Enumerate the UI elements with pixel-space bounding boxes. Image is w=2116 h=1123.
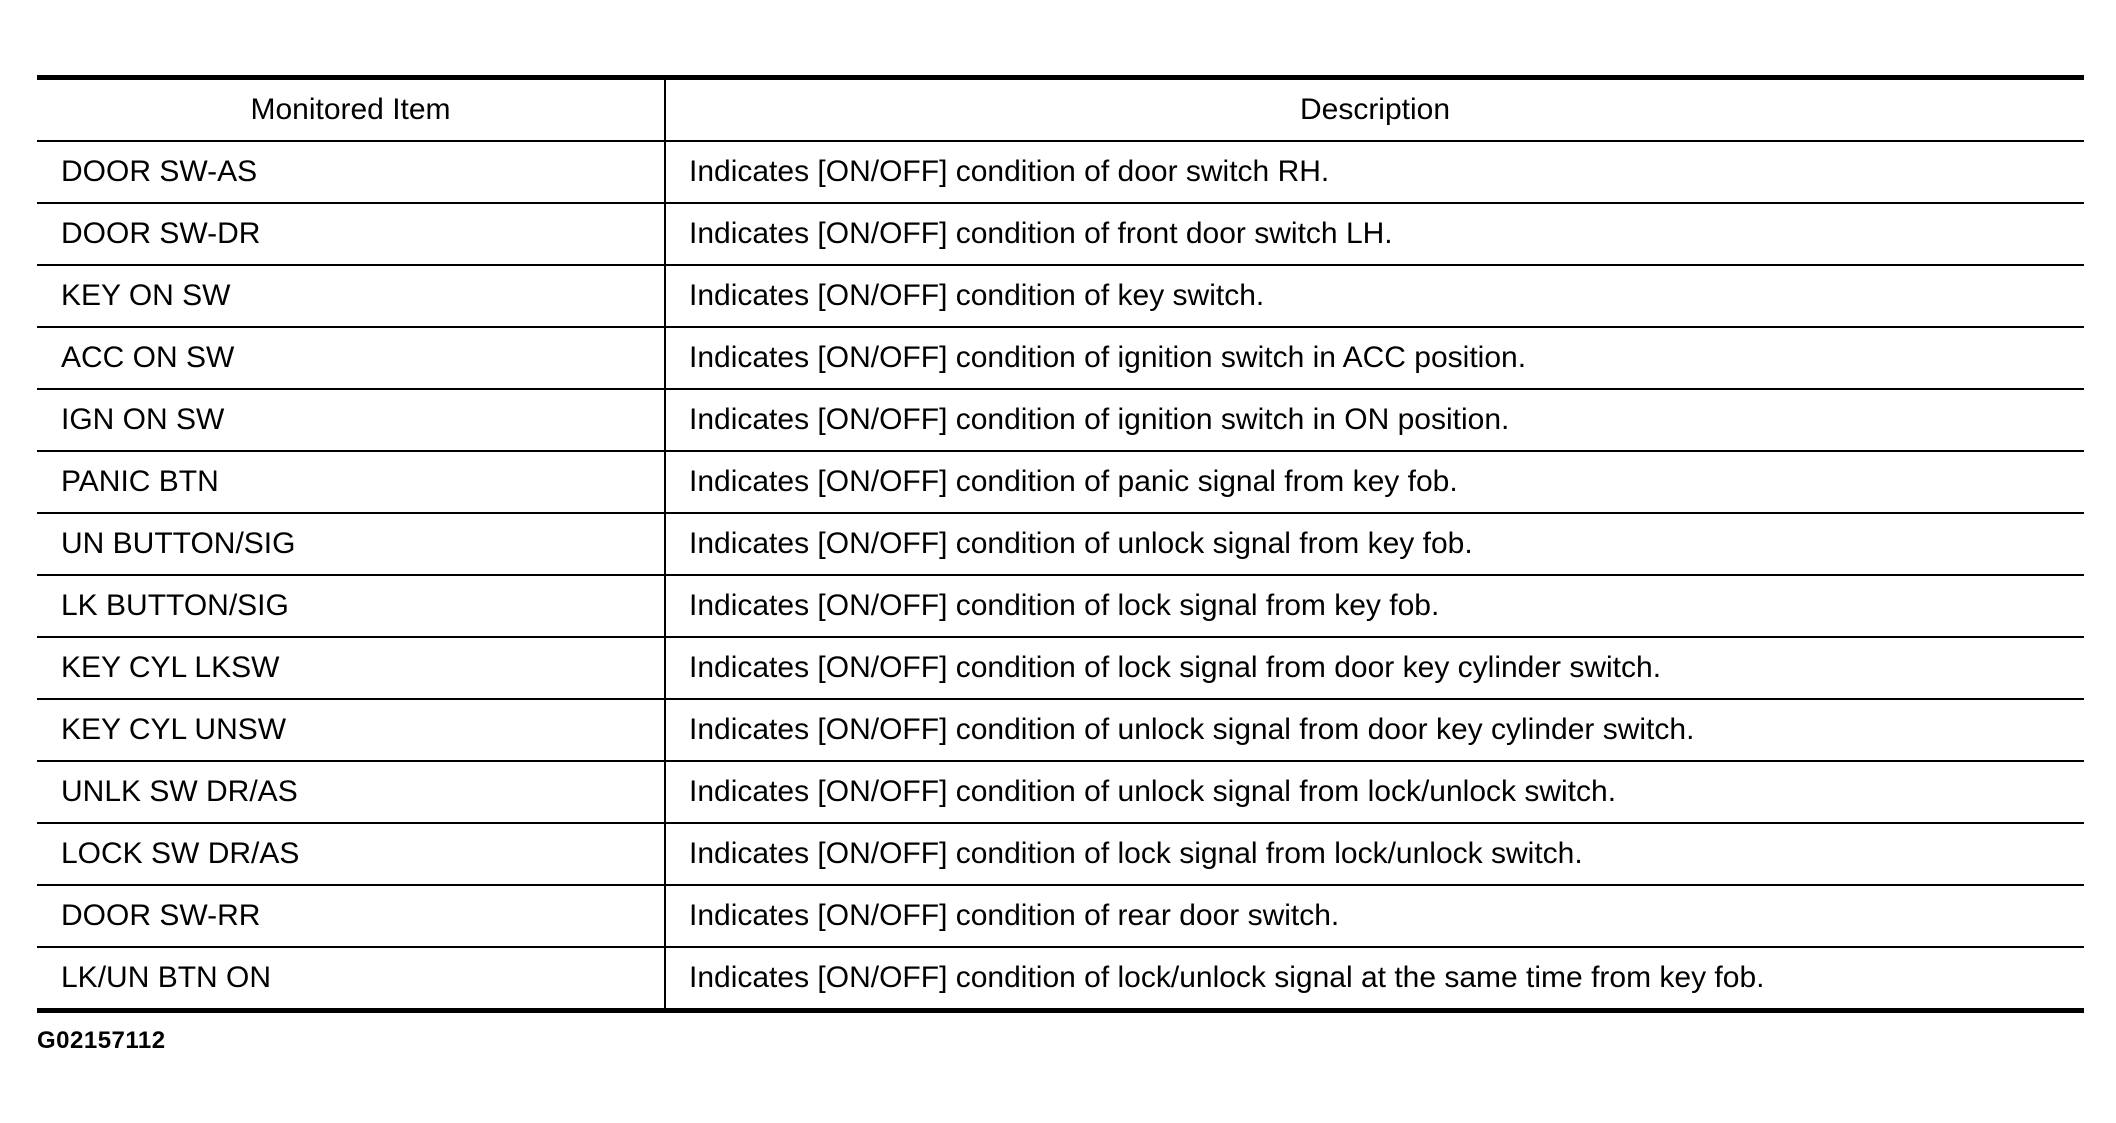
monitored-item-cell: KEY CYL UNSW: [37, 699, 665, 761]
monitored-item-cell: LK BUTTON/SIG: [37, 575, 665, 637]
monitored-item-cell: UNLK SW DR/AS: [37, 761, 665, 823]
monitored-item-cell: LK/UN BTN ON: [37, 947, 665, 1011]
monitored-item-cell: LOCK SW DR/AS: [37, 823, 665, 885]
description-cell: Indicates [ON/OFF] condition of panic signal from key fob.: [665, 451, 2084, 513]
header-description: Description: [665, 78, 2084, 142]
monitor-table: [37, 75, 2084, 1013]
monitored-item-cell: IGN ON SW: [37, 389, 665, 451]
description-cell: Indicates [ON/OFF] condition of unlock signal from lock/unlock switch.: [665, 761, 2084, 823]
table-row: [37, 947, 2084, 1011]
table-row: [37, 637, 2084, 699]
table-row: [37, 699, 2084, 761]
description-cell: Indicates [ON/OFF] condition of ignition switch in ACC position.: [665, 327, 2084, 389]
table-row: [37, 513, 2084, 575]
description-cell: Indicates [ON/OFF] condition of key switch.: [665, 265, 2084, 327]
description-cell: Indicates [ON/OFF] condition of lock signal from lock/unlock switch.: [665, 823, 2084, 885]
monitor-table-container: [37, 75, 2084, 1013]
table-row: [37, 327, 2084, 389]
table-body: [37, 141, 2084, 1011]
monitored-item-cell: DOOR SW-AS: [37, 141, 665, 203]
header-monitored-item: Monitored Item: [37, 78, 665, 142]
description-cell: Indicates [ON/OFF] condition of door switch RH.: [665, 141, 2084, 203]
monitored-item-cell: ACC ON SW: [37, 327, 665, 389]
table-row: [37, 265, 2084, 327]
table-row: [37, 141, 2084, 203]
description-cell: Indicates [ON/OFF] condition of unlock signal from key fob.: [665, 513, 2084, 575]
monitored-item-cell: UN BUTTON/SIG: [37, 513, 665, 575]
header-row: [37, 78, 2084, 142]
monitored-item-cell: PANIC BTN: [37, 451, 665, 513]
description-cell: Indicates [ON/OFF] condition of ignition switch in ON position.: [665, 389, 2084, 451]
description-cell: Indicates [ON/OFF] condition of rear door switch.: [665, 885, 2084, 947]
description-cell: Indicates [ON/OFF] condition of unlock signal from door key cylinder switch.: [665, 699, 2084, 761]
table-header: [37, 78, 2084, 142]
monitored-item-cell: DOOR SW-DR: [37, 203, 665, 265]
table-row: [37, 823, 2084, 885]
table-row: [37, 761, 2084, 823]
figure-id: G02157112: [37, 1027, 166, 1054]
monitored-item-cell: DOOR SW-RR: [37, 885, 665, 947]
table-row: [37, 389, 2084, 451]
description-cell: Indicates [ON/OFF] condition of lock signal from key fob.: [665, 575, 2084, 637]
description-cell: Indicates [ON/OFF] condition of front door switch LH.: [665, 203, 2084, 265]
monitored-item-cell: KEY CYL LKSW: [37, 637, 665, 699]
table-row: [37, 203, 2084, 265]
table-row: [37, 451, 2084, 513]
table-row: [37, 885, 2084, 947]
monitored-item-cell: KEY ON SW: [37, 265, 665, 327]
table-row: [37, 575, 2084, 637]
description-cell: Indicates [ON/OFF] condition of lock signal from door key cylinder switch.: [665, 637, 2084, 699]
description-cell: Indicates [ON/OFF] condition of lock/unlock signal at the same time from key fob.: [665, 947, 2084, 1011]
